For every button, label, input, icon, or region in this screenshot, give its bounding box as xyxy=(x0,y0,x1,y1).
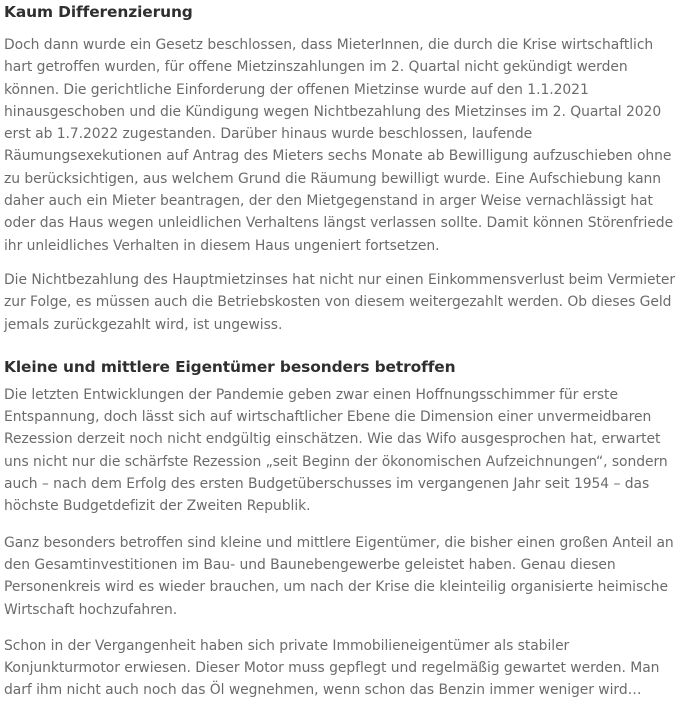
section-heading-kaum-differenzierung: Kaum Differenzierung xyxy=(4,3,193,21)
paragraph: Schon in der Vergangenheit haben sich private Immobilieneigentümer als stabiler Konjunkturmotor erwiesen. Dieser Motor muss gepflegt und regelmäßig gewartet werden. Man darf ihm nicht auch noch das Öl wegnehmen, wenn schon das Benzin immer weniger wird… xyxy=(4,637,660,699)
section-heading-eigentuemer-betroffen: Kleine und mittlere Eigentümer besonders betroffen xyxy=(4,357,456,376)
paragraph: Ganz besonders betroffen sind kleine und mittlere Eigentümer, die bisher einen großen Anteil an den Gesamtinvestitionen im Bau- und Baunebengewerbe geleistet haben. Genau diesen Personenkreis wird es wieder brauchen, um nach der Krise die kleinteilig organisierte heimische Wirtschaft hochzufahren. xyxy=(4,534,674,618)
paragraph: Die letzten Entwicklungen der Pandemie geben zwar einen Hoffnungsschimmer für erste Entspannung, doch lässt sich auf wirtschaftlicher Ebene die Dimension einer unvermeidbaren Rezession derzeit noch nicht endgültig einschätzen. Wie das Wifo ausgesprochen hat, erwartet uns nicht nur die schärfste Rezession „seit Beginn der ökonomischen Aufzeichnungen“, sondern auch – nach dem Erfolg des ersten Budgetüberschusses im vergangenen Jahr seit 1954 – das höchste Budgetdefizit der Zweiten Republik. xyxy=(4,386,668,515)
paragraph: Die Nichtbezahlung des Hauptmietzinses hat nicht nur einen Einkommensverlust beim Vermieter zur Folge, es müssen auch die Betriebskosten von diesem weitergezahlt werden. Ob dieses Geld jemals zurückgezahlt wird, ist ungewiss. xyxy=(4,271,676,333)
paragraph: Doch dann wurde ein Gesetz beschlossen, dass MieterInnen, die durch die Krise wirtschaftlich hart getroffen wurden, für offene Mietzinszahlungen im 2. Quartal nicht gekündigt werden können. Die gerichtliche Einforderung der offenen Mietzinse wurde auf den 1.1.2021 hinausgeschoben und die Kündigung wegen Nichtbezahlung des Mietzinses im 2. Quartal 2020 erst ab 1.7.2022 zugestanden. Darüber hinaus wurde beschlossen, laufende Räumungsexekutionen auf Antrag des Mieters sechs Monate ab Bewilligung aufzuschieben ohne zu berücksichtigen, aus welchem Grund die Räumung bewilligt wurde. Eine Aufschiebung kann daher auch ein Mieter beantragen, der den Mietgegenstand in arger Weise vernachlässigt hat oder das Haus wegen unleidlichen Verhaltens längst verlassen sollte. Damit können Störenfriede ihr unleidliches Verhalten in diesem Haus ungeniert fortsetzen. xyxy=(4,37,674,254)
